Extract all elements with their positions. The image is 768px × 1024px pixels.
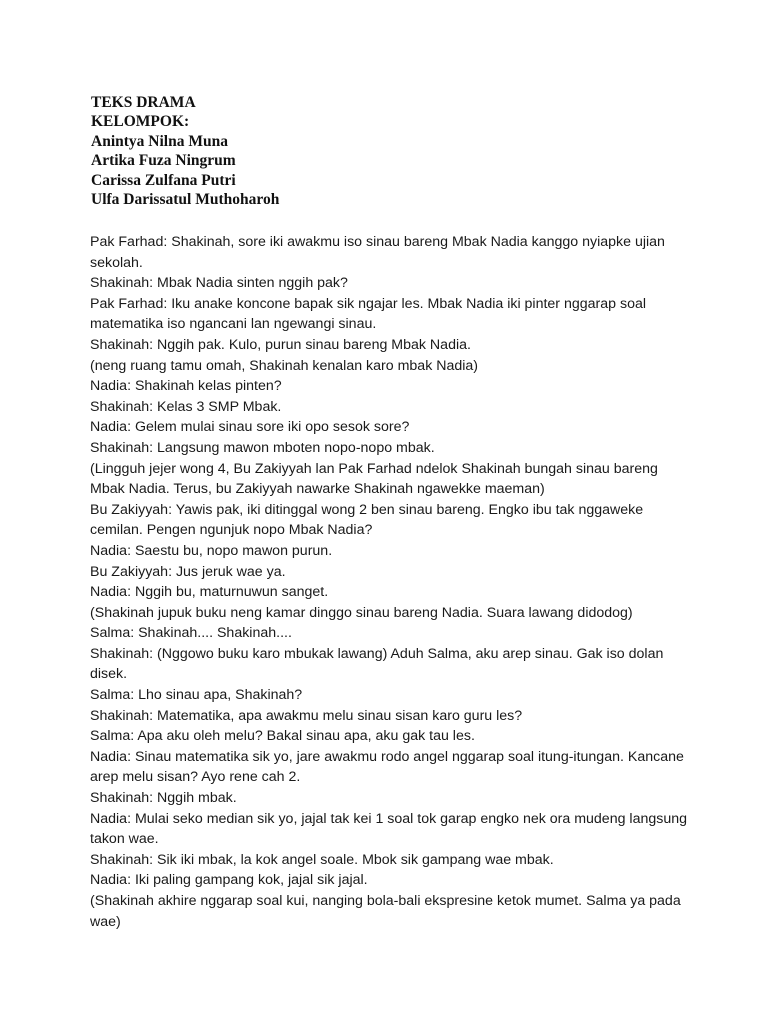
header-member: Anintya Nilna Muna <box>91 132 228 150</box>
script-line: Shakinah: Matematika, apa awakmu melu sinau sisan karo guru les? <box>90 707 523 724</box>
header-title: TEKS DRAMA <box>91 94 196 111</box>
script-line: Shakinah: (Nggowo buku karo mbukak lawang) Aduh Salma, aku arep sinau. Gak iso dolan disek. <box>90 645 664 683</box>
script-line: Pak Farhad: Iku anake koncone bapak sik ngajar les. Mbak Nadia iki pinter nggarap soal matematika iso ngancani lan ngewangi sinau. <box>90 295 647 333</box>
document-header <box>91 93 279 209</box>
script-line: Nadia: Mulai seko median sik yo, jajal tak kei 1 soal tok garap engko nek ora mudeng langsung takon wae. <box>90 810 688 848</box>
stage-direction: (neng ruang tamu omah, Shakinah kenalan karo mbak Nadia) <box>90 357 479 374</box>
script-line: Shakinah: Sik iki mbak, la kok angel soale. Mbok sik gampang wae mbak. <box>90 851 554 868</box>
script-line: Salma: Apa aku oleh melu? Bakal sinau apa, aku gak tau les. <box>90 728 475 745</box>
script-line: Shakinah: Kelas 3 SMP Mbak. <box>90 398 282 415</box>
stage-direction: (Shakinah jupuk buku neng kamar dinggo sinau bareng Nadia. Suara lawang didodog) <box>90 604 633 621</box>
script-line: Salma: Lho sinau apa, Shakinah? <box>90 687 303 704</box>
header-member: Artika Fuza Ningrum <box>91 152 236 170</box>
header-member: Carissa Zulfana Putri <box>91 171 236 189</box>
script-line: Shakinah: Nggih pak. Kulo, purun sinau bareng Mbak Nadia. <box>90 336 471 353</box>
script-line: Bu Zakiyyah: Jus jeruk wae ya. <box>90 563 286 580</box>
script-line: Nadia: Nggih bu, maturnuwun sanget. <box>90 584 329 601</box>
script-line: Nadia: Sinau matematika sik yo, jare awakmu rodo angel nggarap soal itung-itungan. Kancane arep melu sisan? Ayo rene cah 2. <box>90 748 684 786</box>
drama-script <box>90 232 690 932</box>
stage-direction: (Lingguh jejer wong 4, Bu Zakiyyah lan Pak Farhad ndelok Shakinah bungah sinau bareng Mbak Nadia. Terus, bu Zakiyyah nawarke Shakinah ngawekke maeman) <box>90 460 658 498</box>
script-line: Pak Farhad: Shakinah, sore iki awakmu iso sinau bareng Mbak Nadia kanggo nyiapke ujian sekolah. <box>90 234 665 271</box>
script-line: Nadia: Shakinah kelas pinten? <box>90 378 282 395</box>
script-line: Shakinah: Nggih mbak. <box>90 790 237 807</box>
script-line: Salma: Shakinah.... Shakinah.... <box>90 625 292 642</box>
script-line: Shakinah: Langsung mawon mboten nopo-nopo mbak. <box>90 439 435 456</box>
header-member: Ulfa Darissatul Muthoharoh <box>91 191 280 209</box>
script-line: Bu Zakiyyah: Yawis pak, iki ditinggal wong 2 ben sinau bareng. Engko ibu tak nggaweke cemilan. Pengen ngunjuk nopo Mbak Nadia? <box>90 501 644 539</box>
script-line: Shakinah: Mbak Nadia sinten nggih pak? <box>90 275 348 292</box>
stage-direction: (Shakinah akhire nggarap soal kui, nanging bola-bali ekspresine ketok mumet. Salma ya pada wae) <box>90 893 681 930</box>
header-group-label: KELOMPOK: <box>91 113 190 131</box>
script-line: Nadia: Gelem mulai sinau sore iki opo sesok sore? <box>90 419 410 436</box>
script-line: Nadia: Iki paling gampang kok, jajal sik jajal. <box>90 872 368 889</box>
script-line: Nadia: Saestu bu, nopo mawon purun. <box>90 542 333 559</box>
